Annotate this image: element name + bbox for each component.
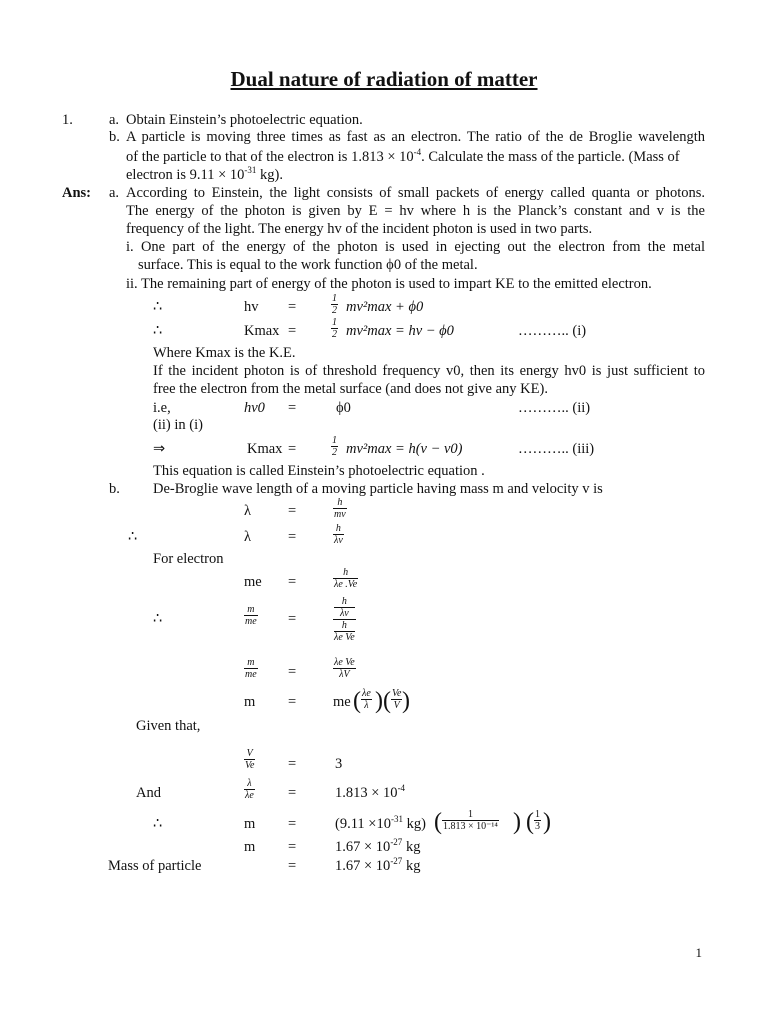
therefore-symbol: ∴ <box>153 611 163 627</box>
answer-a-label: a. <box>109 185 120 201</box>
equals-sign: = <box>288 441 297 457</box>
electron-mass-fraction: $\frac{h}{\lambda e .Ve}$ <box>334 567 358 590</box>
equation-tag-iii: ……….. (iii) <box>518 441 595 457</box>
einstein-equation-note: This equation is called Einstein’s photoelectric equation . <box>153 463 485 479</box>
lambda-lhs: λ <box>244 529 252 545</box>
h-over-lambda-v-fraction: $\frac{h}{\lambda v}$ <box>334 523 343 546</box>
question-b-label: b. <box>109 129 120 145</box>
equals-sign: = <box>288 816 297 832</box>
debroglie-intro: De-Broglie wave length of a moving particle having mass m and velocity v is <box>153 481 603 497</box>
question-a-label: a. <box>109 112 120 128</box>
result-value: $1.67 \times 10^{-27}$ kg <box>335 837 421 855</box>
page-number: 1 <box>695 945 702 960</box>
equation-tag-i: ……….. (i) <box>518 323 587 339</box>
equals-sign: = <box>288 323 297 339</box>
close-paren: ) <box>375 688 383 714</box>
equation-2-lhs: Kmax <box>244 323 280 339</box>
part-i-line-2: surface. This is equal to the work function ϕ0 of the metal. <box>138 257 478 273</box>
answer-b-label: b. <box>109 481 120 497</box>
calc-third-factor: $\frac{1}{3}$ <box>535 809 540 832</box>
equals-sign: = <box>288 503 297 519</box>
equals-sign: = <box>288 574 297 590</box>
half-fraction: $\frac{1}{2}$ <box>332 293 337 316</box>
ie-lhs: hv0 <box>244 400 265 416</box>
equals-sign: = <box>288 839 297 855</box>
velocity-ratio-factor: $\frac{Ve}{V}$ <box>392 688 402 711</box>
h-over-mv-fraction: $\frac{h}{mv}$ <box>334 497 346 520</box>
final-answer: $1.67 \times 10^{-27}$ kg <box>335 856 421 874</box>
equals-sign: = <box>288 529 297 545</box>
lambda-velocity-ratio: $\frac{\text{λe Ve}}{\lambda V}$ <box>334 657 355 680</box>
velocity-given-fraction: $\frac{V}{Ve}$ <box>245 748 255 771</box>
m-lhs: m <box>244 694 256 710</box>
equals-sign: = <box>288 664 297 680</box>
lambda-ratio-value: $1.813 \times 10^{-4}$ <box>335 783 406 801</box>
close-paren: ) <box>543 809 551 835</box>
and-label: And <box>136 785 161 801</box>
nested-ratio-fraction: h λv h λe Ve <box>334 596 355 643</box>
therefore-symbol: ∴ <box>153 816 163 832</box>
answer-line-1: According to Einstein, the light consists of small packets of energy called quanta or photons. <box>126 185 705 201</box>
equals-sign: = <box>288 299 297 315</box>
half-fraction: $\frac{1}{2}$ <box>332 435 337 458</box>
page-title: Dual nature of radiation of matter <box>230 67 538 91</box>
equation-tag-ii: ……….. (ii) <box>518 400 591 416</box>
given-that-label: Given that, <box>136 718 201 734</box>
answer-label: Ans: <box>62 185 92 201</box>
open-paren: ( <box>353 688 361 714</box>
part-ii-line: ii. The remaining part of energy of the photon is used to impart KE to the emitted electron. <box>126 276 652 292</box>
equals-sign: = <box>288 611 297 627</box>
question-number: 1. <box>62 112 73 128</box>
for-electron-label: For electron <box>153 551 224 567</box>
mass-ratio-fraction: $\frac{m}{me}$ <box>245 657 257 680</box>
question-b-line-1: A particle is moving three times as fast as an electron. The ratio of the de Broglie wavelength <box>126 129 705 145</box>
equals-sign: = <box>288 756 297 772</box>
therefore-symbol: ∴ <box>153 323 163 339</box>
close-paren: ) <box>513 809 521 835</box>
answer-line-3: frequency of the light. The energy hv of the incident photon is used in two parts. <box>126 221 593 237</box>
open-paren: ( <box>383 688 391 714</box>
close-paren: ) <box>402 688 410 714</box>
substitution-note: (ii) in (i) <box>153 417 203 433</box>
question-a-text: Obtain Einstein’s photoelectric equation. <box>126 112 363 128</box>
half-fraction: $\frac{1}{2}$ <box>332 317 337 340</box>
equals-sign: = <box>288 858 297 874</box>
therefore-symbol: ∴ <box>128 529 138 545</box>
implies-symbol: ⇒ <box>153 441 166 457</box>
equation-3-lhs: Kmax <box>247 441 283 457</box>
threshold-line-2: free the electron from the metal surface (and does not give any KE). <box>153 381 548 397</box>
answer-line-2: The energy of the photon is given by E = hv where h is the Planck’s constant and v is the <box>126 203 705 219</box>
velocity-ratio-value: 3 <box>335 756 343 772</box>
mass-ratio-fraction: $\frac{m}{me}$ <box>245 604 257 627</box>
where-kmax-text: Where Kmax is the K.E. <box>153 345 296 361</box>
calc-ratio-factor: $\frac{1}{\text{1.813 × 10⁻¹⁴}}$ <box>443 809 498 832</box>
equation-1-rhs: mv²max + ϕ0 <box>346 299 424 315</box>
calc-lhs: m <box>244 816 256 832</box>
equals-sign: = <box>288 785 297 801</box>
equation-1-lhs: hv <box>244 299 259 315</box>
ie-rhs: ϕ0 <box>336 400 351 416</box>
me-lhs: me <box>244 574 262 590</box>
open-paren: ( <box>434 809 442 835</box>
lambda-ratio-factor: $\frac{\lambda e}{\lambda}$ <box>362 688 371 711</box>
ie-label: i.e, <box>153 400 171 416</box>
question-b-line-2: of the particle to that of the electron is $1.813 \times 10^{-4}$. Calculate the mass of the particle. (Mass of <box>126 147 680 165</box>
equation-3-rhs: mv²max = h(v − v0) <box>346 441 463 457</box>
equals-sign: = <box>288 694 297 710</box>
therefore-symbol: ∴ <box>153 299 163 315</box>
equals-sign: = <box>288 400 297 416</box>
lambda-lhs: λ <box>244 503 252 519</box>
equation-2-rhs: mv²max = hv − ϕ0 <box>346 323 454 339</box>
threshold-line-1: If the incident photon is of threshold frequency v0, then its energy hv0 is just sufficient to <box>153 363 705 379</box>
calc-electron-mass: ($9.11 \times 10^{-31}$ kg) <box>335 814 426 832</box>
lambda-given-fraction: $\frac{\lambda}{\lambda e}$ <box>245 778 254 801</box>
mass-of-particle-label: Mass of particle <box>108 858 202 874</box>
part-i-line-1: i. One part of the energy of the photon is used in ejecting out the electron from the metal <box>126 239 705 255</box>
result-lhs: m <box>244 839 256 855</box>
question-b-line-3: electron is $9.11 \times 10^{-31}$ kg). <box>126 165 283 183</box>
open-paren: ( <box>526 809 534 835</box>
m-rhs-prefix: me <box>333 694 351 710</box>
